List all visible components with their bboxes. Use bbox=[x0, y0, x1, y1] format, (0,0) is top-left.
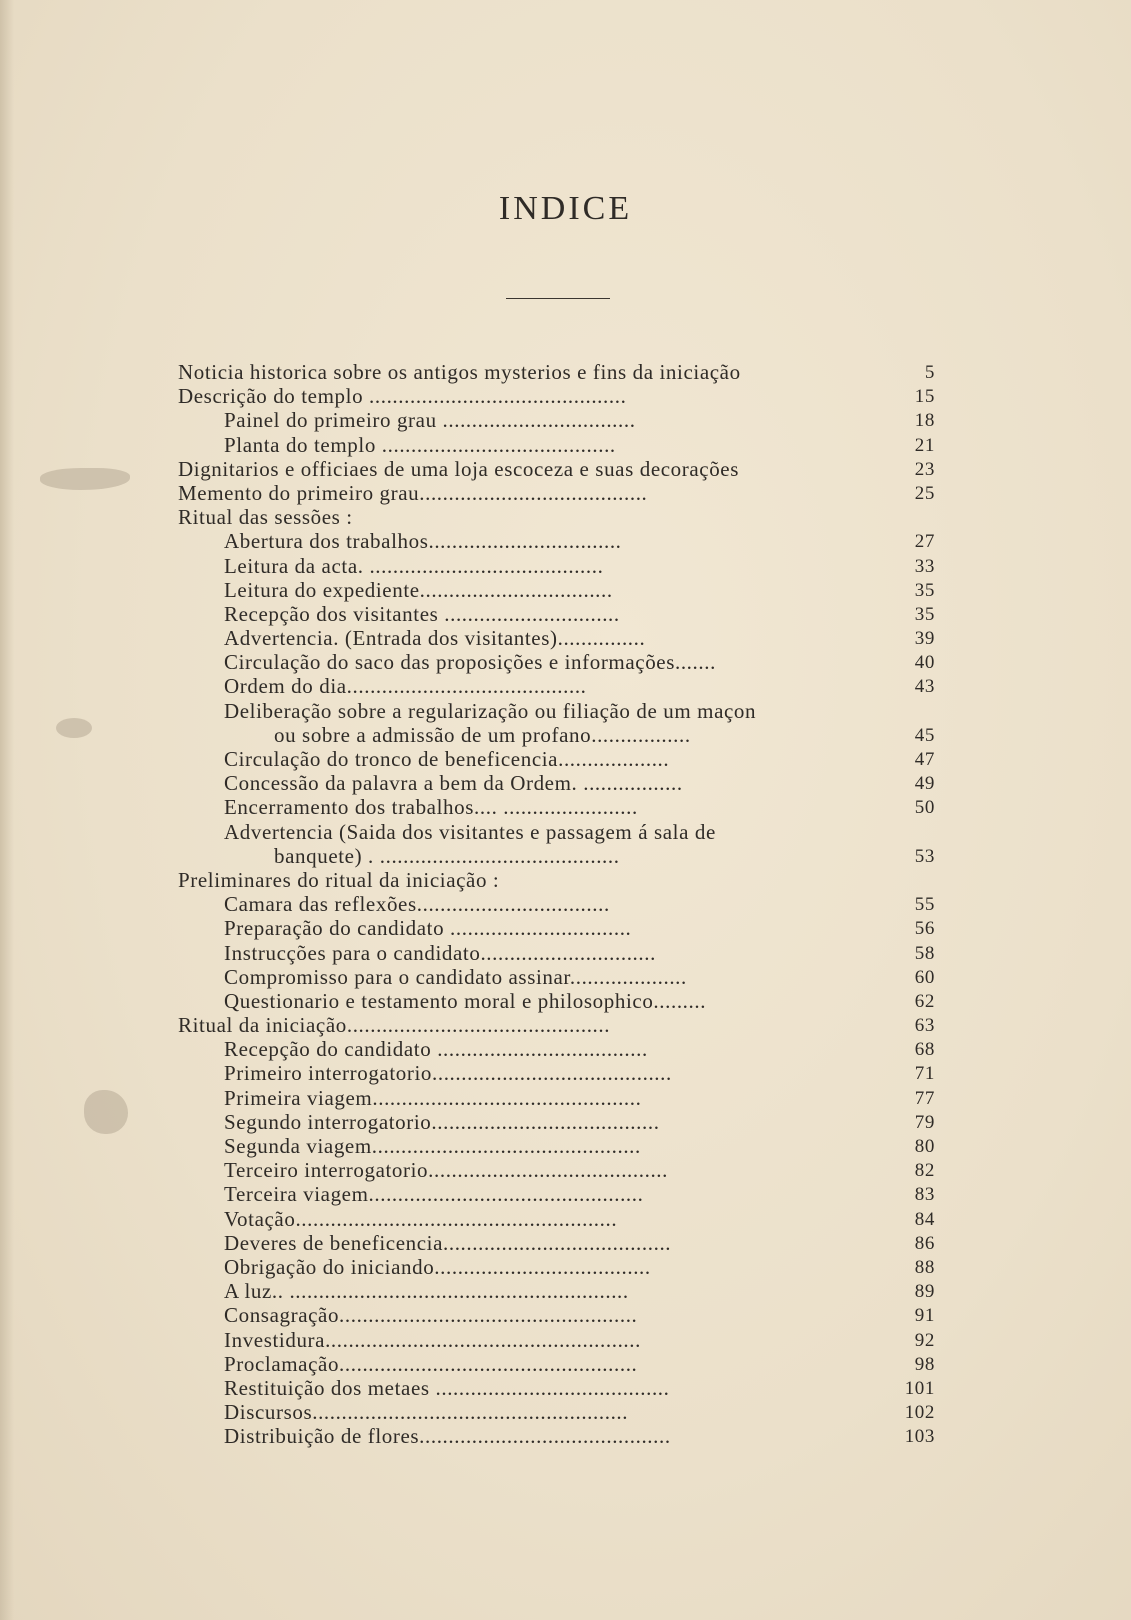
toc-entry bbox=[178, 699, 935, 723]
toc-entry-title: Ritual da iniciação............................................. bbox=[178, 1013, 611, 1038]
toc-entry bbox=[178, 1110, 935, 1134]
toc-entry bbox=[178, 1086, 935, 1110]
toc-entry bbox=[178, 1182, 935, 1206]
toc-entry-title: Preparação do candidato ............................... bbox=[224, 916, 632, 941]
toc-entry-title: Distribuição de flores........................................... bbox=[224, 1424, 671, 1449]
table-of-contents bbox=[178, 360, 935, 1448]
toc-page-number: 77 bbox=[914, 1087, 935, 1109]
toc-entry-title: Deveres de beneficencia....................................... bbox=[224, 1230, 672, 1255]
toc-page-number: 40 bbox=[914, 652, 935, 674]
toc-entry bbox=[178, 1255, 935, 1279]
toc-entry bbox=[178, 481, 935, 505]
toc-entry-title: A luz.. .......................................................... bbox=[224, 1279, 629, 1304]
toc-entry bbox=[178, 1400, 935, 1424]
toc-entry-title: Primeiro interrogatorio......................................... bbox=[224, 1061, 672, 1086]
toc-entry bbox=[178, 1207, 935, 1231]
toc-page-number: 55 bbox=[914, 894, 935, 916]
toc-entry bbox=[178, 626, 935, 650]
toc-entry bbox=[178, 941, 935, 965]
toc-entry bbox=[178, 1037, 935, 1061]
toc-entry bbox=[178, 1231, 935, 1255]
toc-entry bbox=[178, 674, 935, 698]
toc-entry-title: Painel do primeiro grau ................................. bbox=[224, 408, 636, 433]
toc-page-number: 5 bbox=[924, 362, 935, 383]
toc-page-number: 71 bbox=[914, 1063, 935, 1085]
toc-page-number: 53 bbox=[914, 845, 935, 867]
toc-page-number: 91 bbox=[914, 1305, 935, 1327]
toc-page-number: 84 bbox=[914, 1208, 935, 1230]
toc-entry-title: ou sobre a admissão de um profano................. bbox=[274, 722, 691, 747]
toc-entry-title: Ritual das sessões : bbox=[178, 505, 353, 530]
toc-entry bbox=[178, 1328, 935, 1352]
toc-entry-title: Encerramento dos trabalhos.... ....................... bbox=[224, 795, 638, 820]
toc-entry-title: Primeira viagem.............................................. bbox=[224, 1085, 642, 1110]
toc-page-number: 56 bbox=[914, 918, 935, 940]
toc-page-number: 89 bbox=[914, 1281, 935, 1303]
toc-page-number: 79 bbox=[914, 1111, 935, 1133]
paper-damage-hole bbox=[56, 718, 92, 738]
toc-page-number: 35 bbox=[914, 579, 935, 601]
toc-entry bbox=[178, 892, 935, 916]
toc-section-heading bbox=[178, 868, 935, 892]
toc-page-number: 15 bbox=[914, 386, 935, 408]
toc-entry bbox=[178, 360, 935, 384]
toc-page-number: 25 bbox=[914, 482, 935, 504]
toc-entry-title: Deliberação sobre a regularização ou filiação de um maçon bbox=[224, 698, 757, 723]
toc-page-number: 60 bbox=[914, 966, 935, 988]
page-edge-shadow bbox=[0, 0, 14, 1620]
title-rule bbox=[506, 298, 610, 299]
toc-entry-title: Leitura do expediente................................. bbox=[224, 577, 613, 602]
toc-entry-title: Memento do primeiro grau....................................... bbox=[178, 480, 648, 505]
toc-entry-title: Camara das reflexões................................. bbox=[224, 892, 610, 917]
toc-entry bbox=[178, 554, 935, 578]
toc-page-number: 33 bbox=[914, 555, 935, 577]
toc-entry-title: Dignitarios e officiaes de uma loja escoceza e suas decorações bbox=[178, 456, 739, 481]
toc-entry-title: Advertencia. (Entrada dos visitantes)............... bbox=[224, 626, 646, 651]
toc-page-number: 39 bbox=[914, 628, 935, 650]
page-title: INDICE bbox=[498, 190, 633, 227]
toc-entry-title: Votação....................................................... bbox=[224, 1206, 618, 1231]
toc-entry-title: Recepção dos visitantes .............................. bbox=[224, 601, 620, 626]
toc-entry bbox=[178, 965, 935, 989]
toc-entry bbox=[178, 433, 935, 457]
toc-entry bbox=[178, 916, 935, 940]
toc-entry-title: Consagração................................................... bbox=[224, 1303, 638, 1328]
toc-entry-title: banquete) . ......................................... bbox=[274, 843, 620, 868]
toc-page-number: 49 bbox=[914, 773, 935, 795]
toc-entry-title: Circulação do saco das proposições e informações....... bbox=[224, 650, 716, 675]
toc-page-number: 80 bbox=[914, 1136, 935, 1157]
toc-entry-title: Ordem do dia......................................... bbox=[224, 674, 587, 699]
toc-section-heading bbox=[178, 505, 935, 529]
toc-entry-title: Advertencia (Saida dos visitantes e passagem á sala de bbox=[224, 819, 716, 844]
toc-page-number: 35 bbox=[914, 603, 935, 625]
toc-page-number: 101 bbox=[904, 1377, 935, 1399]
toc-entry-title: Questionario e testamento moral e philosophico......... bbox=[224, 988, 707, 1013]
toc-entry-title: Segunda viagem.............................................. bbox=[224, 1134, 641, 1158]
toc-entry-title: Recepção do candidato .................................... bbox=[224, 1037, 648, 1062]
toc-entry-title: Abertura dos trabalhos................................. bbox=[224, 529, 622, 554]
toc-entry-title: Restituição dos metaes ........................................ bbox=[224, 1375, 670, 1400]
toc-entry-title: Preliminares do ritual da iniciação : bbox=[178, 867, 500, 892]
toc-page-number: 47 bbox=[914, 749, 935, 770]
toc-entry bbox=[178, 1158, 935, 1182]
toc-entry bbox=[178, 747, 935, 771]
toc-entry bbox=[178, 1134, 935, 1158]
toc-entry-title: Investidura...................................................... bbox=[224, 1327, 641, 1352]
toc-page-number: 50 bbox=[914, 797, 935, 819]
toc-entry-title: Segundo interrogatorio....................................... bbox=[224, 1109, 660, 1134]
toc-entry bbox=[178, 1303, 935, 1327]
toc-entry bbox=[178, 1061, 935, 1085]
toc-page-number: 43 bbox=[914, 676, 935, 698]
toc-page-number: 27 bbox=[914, 531, 935, 553]
toc-page-number: 58 bbox=[914, 942, 935, 964]
toc-entry bbox=[178, 1279, 935, 1303]
toc-entry bbox=[178, 650, 935, 674]
toc-entry bbox=[178, 820, 935, 844]
toc-entry-title: Circulação do tronco de beneficencia................... bbox=[224, 747, 670, 771]
toc-page-number: 18 bbox=[914, 410, 935, 432]
toc-entry bbox=[178, 384, 935, 408]
toc-entry bbox=[178, 578, 935, 602]
toc-page-number: 103 bbox=[904, 1426, 935, 1448]
toc-entry-continuation bbox=[178, 844, 935, 868]
toc-entry bbox=[178, 795, 935, 819]
toc-page-number: 23 bbox=[914, 458, 935, 480]
toc-entry-title: Proclamação................................................... bbox=[224, 1351, 638, 1376]
toc-page-number: 45 bbox=[914, 724, 935, 746]
toc-entry bbox=[178, 771, 935, 795]
toc-entry bbox=[178, 1352, 935, 1376]
toc-entry bbox=[178, 408, 935, 432]
toc-page-number: 82 bbox=[914, 1160, 935, 1182]
toc-entry-title: Terceiro interrogatorio......................................... bbox=[224, 1158, 669, 1183]
toc-entry-title: Compromisso para o candidato assinar.................... bbox=[224, 964, 687, 989]
toc-entry bbox=[178, 457, 935, 481]
toc-page-number: 86 bbox=[914, 1232, 935, 1254]
toc-page-number: 88 bbox=[914, 1256, 935, 1278]
toc-page-number: 92 bbox=[914, 1329, 935, 1351]
toc-page-number: 63 bbox=[914, 1015, 935, 1037]
toc-page-number: 98 bbox=[914, 1353, 935, 1375]
paper-damage-hole bbox=[40, 468, 130, 490]
toc-entry-title: Descrição do templo ............................................ bbox=[178, 384, 627, 409]
paper-damage-hole bbox=[84, 1090, 128, 1134]
toc-entry bbox=[178, 989, 935, 1013]
toc-entry-title: Concessão da palavra a bem da Ordem. ................. bbox=[224, 771, 683, 796]
toc-page-number: 68 bbox=[914, 1039, 935, 1061]
toc-entry bbox=[178, 529, 935, 553]
toc-entry-continuation bbox=[178, 723, 935, 747]
toc-section-heading bbox=[178, 1013, 935, 1037]
toc-entry bbox=[178, 1376, 935, 1400]
toc-entry-title: Noticia historica sobre os antigos mysterios e fins da iniciação bbox=[178, 360, 741, 384]
toc-entry-title: Planta do templo ........................................ bbox=[224, 432, 616, 457]
toc-page-number: 83 bbox=[914, 1184, 935, 1206]
toc-entry-title: Obrigação do iniciando..................................... bbox=[224, 1254, 651, 1279]
toc-entry-title: Discursos...................................................... bbox=[224, 1400, 629, 1425]
toc-entry-title: Instrucções para o candidato.............................. bbox=[224, 940, 656, 965]
toc-page-number: 102 bbox=[904, 1402, 935, 1424]
toc-entry-title: Leitura da acta. ........................................ bbox=[224, 553, 604, 578]
toc-page-number: 62 bbox=[914, 990, 935, 1012]
toc-page-number: 21 bbox=[914, 434, 935, 456]
toc-entry bbox=[178, 602, 935, 626]
toc-entry-title: Terceira viagem............................................... bbox=[224, 1182, 644, 1207]
toc-entry bbox=[178, 1424, 935, 1448]
